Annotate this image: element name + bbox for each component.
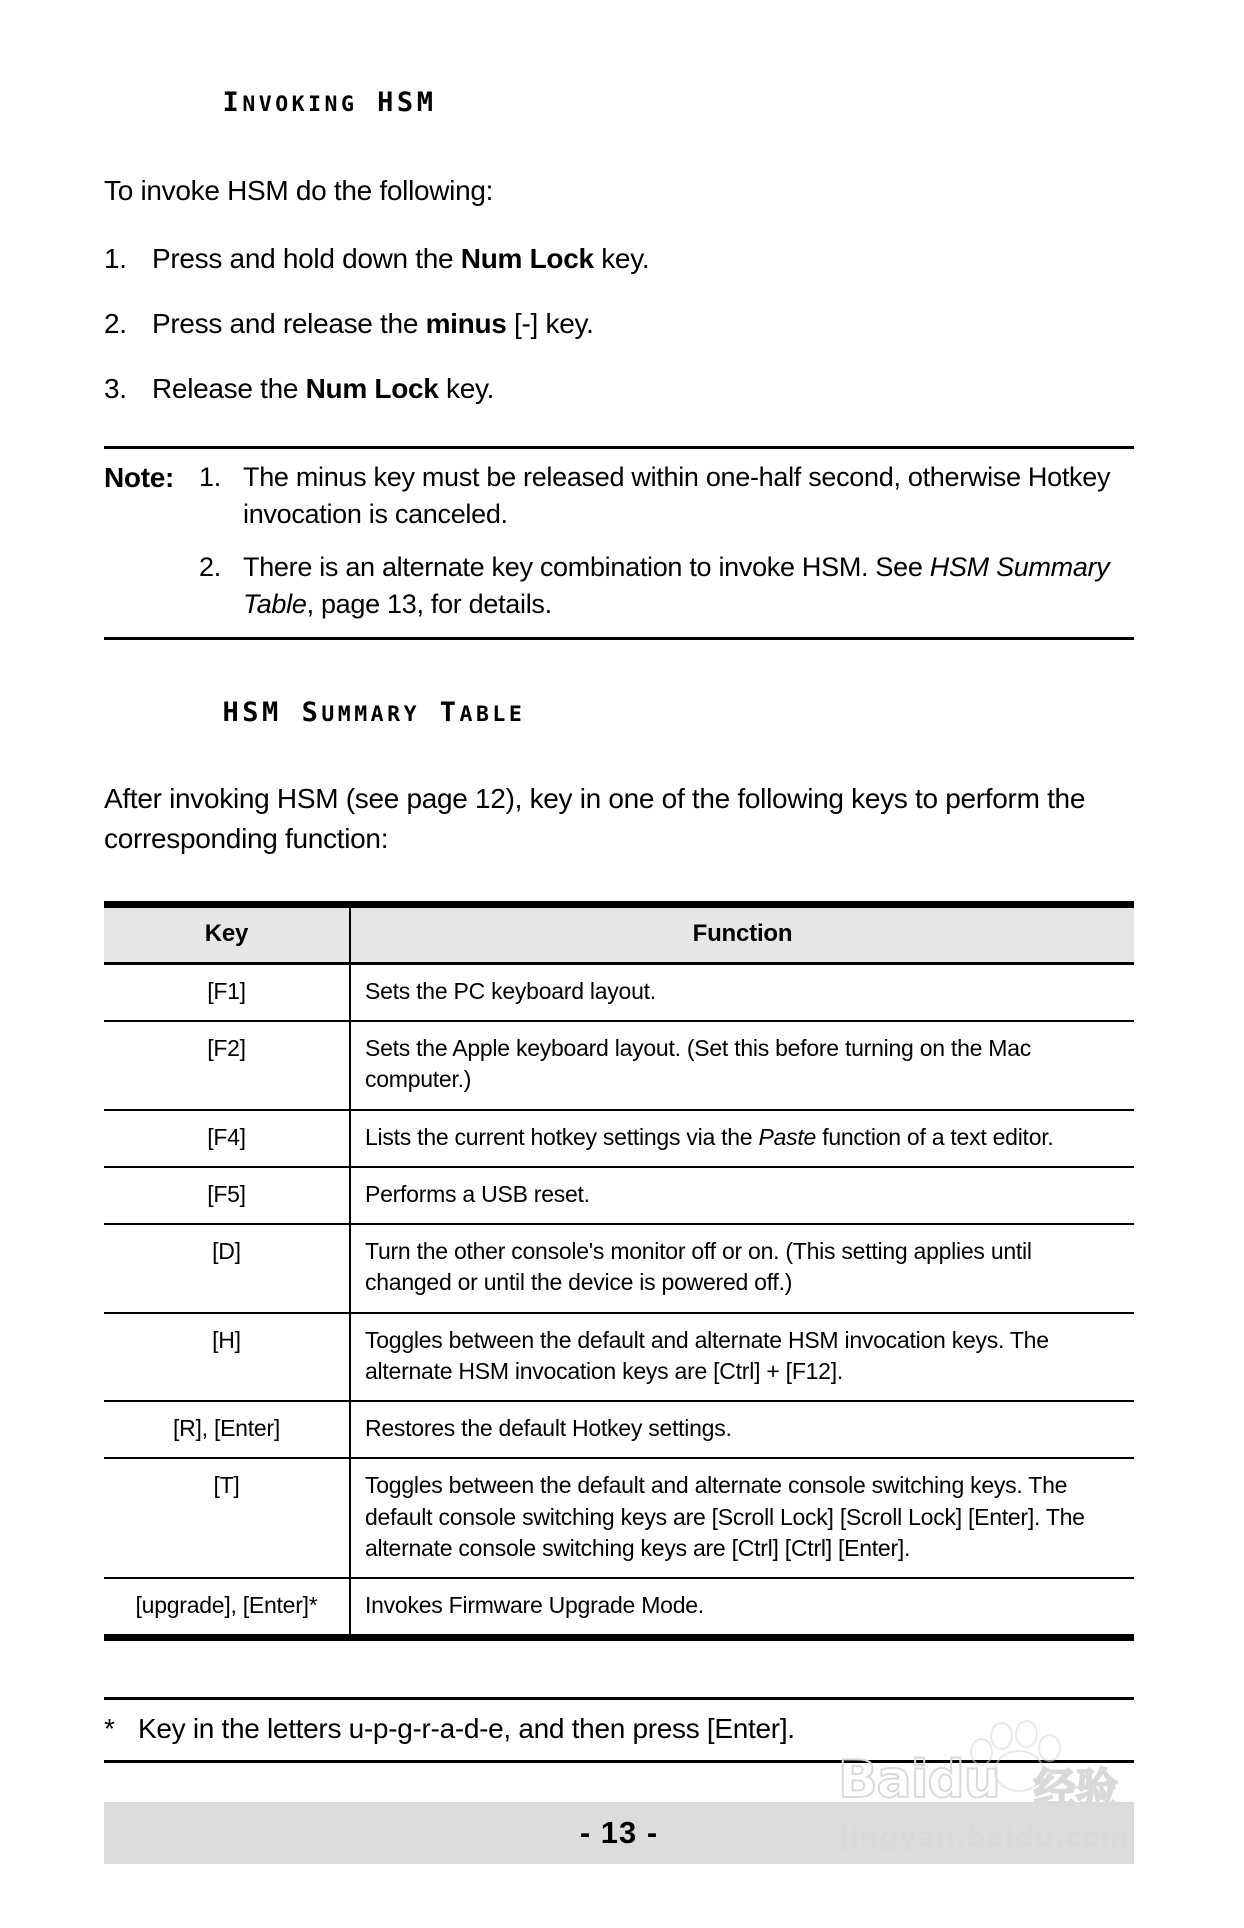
watermark-brand-cn: 经验 [1034, 1764, 1119, 1813]
cell-function-italic: Paste [758, 1123, 817, 1150]
heading-hsm-summary-part-3: UMMARY [321, 702, 421, 728]
note-item-number: 2. [199, 552, 221, 583]
watermark-url: jingyan.baidu.com [840, 1822, 1130, 1853]
cell-key: [F1] [104, 963, 350, 1021]
table-row [104, 1167, 1134, 1224]
heading-hsm-summary-part-4: T [420, 697, 460, 729]
list-item [104, 369, 1134, 408]
note-item-text-post: , page 13, for details. [306, 589, 552, 620]
heading-hsm-summary-part-2: S [301, 697, 322, 729]
cell-function-post: function of a text editor. [816, 1123, 1054, 1150]
footnote-marker: * [104, 1713, 115, 1745]
note-item [104, 459, 1134, 533]
step-text-emphasis: minus [425, 307, 507, 339]
cell-key: [T] [104, 1458, 350, 1578]
step-text-emphasis: Num Lock [305, 373, 439, 405]
cell-function: Sets the Apple keyboard layout. (Set this before turning on the Mac computer.) [350, 1021, 1134, 1110]
heading-invoking-hsm [104, 56, 1134, 149]
table-row [104, 1313, 1134, 1402]
note-item-text: The minus key must be released within one-half second, otherwise Hotkey invocation is canceled. [243, 462, 1111, 530]
table-row [104, 1110, 1134, 1167]
cell-function: Toggles between the default and alternate console switching keys. The default console switching keys are [Scroll Lock] [Scroll Lock] [Enter]. The alternate console switching keys are [Ctrl] [Ctrl] [Enter]. [350, 1458, 1134, 1578]
table-row [104, 963, 1134, 1021]
cell-key: [D] [104, 1224, 350, 1313]
cell-function: Invokes Firmware Upgrade Mode. [350, 1578, 1134, 1634]
note-item-text-pre: There is an alternate key combination to invoke HSM. See [243, 552, 930, 583]
cell-key: [H] [104, 1313, 350, 1402]
table-body [104, 963, 1134, 1634]
table-row [104, 1021, 1134, 1110]
page-footer [104, 1802, 1134, 1864]
footnote-text: Key in the letters u-p-g-r-a-d-e, and then press [Enter]. [138, 1713, 795, 1745]
step-text-emphasis: Num Lock [460, 242, 594, 274]
heading-invoking-hsm-part-1: I [222, 87, 243, 118]
watermark-brand: Baidu [838, 1750, 1000, 1810]
step-text-post: key. [593, 242, 650, 274]
page-content [104, 0, 1134, 1763]
cell-function: Toggles between the default and alternate HSM invocation keys. The alternate HSM invocation keys are [Ctrl] + [F12]. [350, 1313, 1134, 1402]
column-header-function: Function [350, 904, 1134, 963]
list-item [104, 239, 1134, 278]
heading-invoking-hsm-part-3: HSM [357, 87, 437, 118]
heading-hsm-summary-part-5: ABLE [459, 702, 526, 728]
step-number: 3. [104, 373, 127, 405]
cell-key: [R], [Enter] [104, 1401, 350, 1458]
heading-invoking-hsm-part-2: NVOKING [242, 92, 358, 117]
table-row [104, 1458, 1134, 1578]
list-item [104, 304, 1134, 343]
cell-function: Turn the other console's monitor off or on. (This setting applies until changed or until the device is powered off.) [350, 1224, 1134, 1313]
hsm-summary-intro: After invoking HSM (see page 12), key in one of the following keys to perform the corresponding function: [104, 783, 1086, 854]
note-item-text-italic: HSM Summary Table [243, 552, 1110, 620]
step-text-post: key. [438, 373, 495, 405]
table-row [104, 1578, 1134, 1634]
table-row [104, 1401, 1134, 1458]
cell-key: [upgrade], [Enter]* [104, 1578, 350, 1634]
cell-key: [F4] [104, 1110, 350, 1167]
invoking-hsm-steps [104, 239, 1134, 409]
cell-function [350, 1110, 1134, 1167]
heading-hsm-summary-part-1: HSM [222, 697, 302, 729]
cell-function-pre: Lists the current hotkey settings via the [365, 1123, 759, 1150]
cell-function: Sets the PC keyboard layout. [350, 963, 1134, 1021]
note-item-text [243, 549, 1134, 623]
cell-function: Restores the default Hotkey settings. [350, 1401, 1134, 1458]
cell-function: Performs a USB reset. [350, 1167, 1134, 1224]
invoking-hsm-intro: To invoke HSM do the following: [104, 175, 494, 206]
footnote-block [104, 1697, 1134, 1763]
step-text [152, 304, 1134, 343]
table-row [104, 1224, 1134, 1313]
page-number: - 13 - [579, 1815, 659, 1850]
cell-key: [F5] [104, 1167, 350, 1224]
step-text-pre: Release the [152, 373, 306, 405]
table-header-row [104, 904, 1134, 963]
footnote [104, 1710, 1134, 1748]
step-text [152, 239, 1134, 278]
heading-hsm-summary-table [104, 666, 1134, 759]
column-header-key: Key [104, 904, 350, 963]
table-bottom-rule [104, 1634, 1134, 1641]
hsm-summary-table [104, 901, 1134, 1635]
note-label: Note: [104, 462, 175, 494]
cell-key: [F2] [104, 1021, 350, 1110]
note-item [104, 549, 1134, 623]
table-head [104, 904, 1134, 963]
step-number: 1. [104, 242, 127, 274]
note-block [104, 446, 1134, 640]
step-text [152, 369, 1134, 408]
step-number: 2. [104, 307, 127, 339]
note-item-number: 1. [199, 462, 221, 493]
step-text-post: [-] key. [506, 307, 594, 339]
step-text-pre: Press and release the [152, 307, 426, 339]
step-text-pre: Press and hold down the [152, 242, 461, 274]
